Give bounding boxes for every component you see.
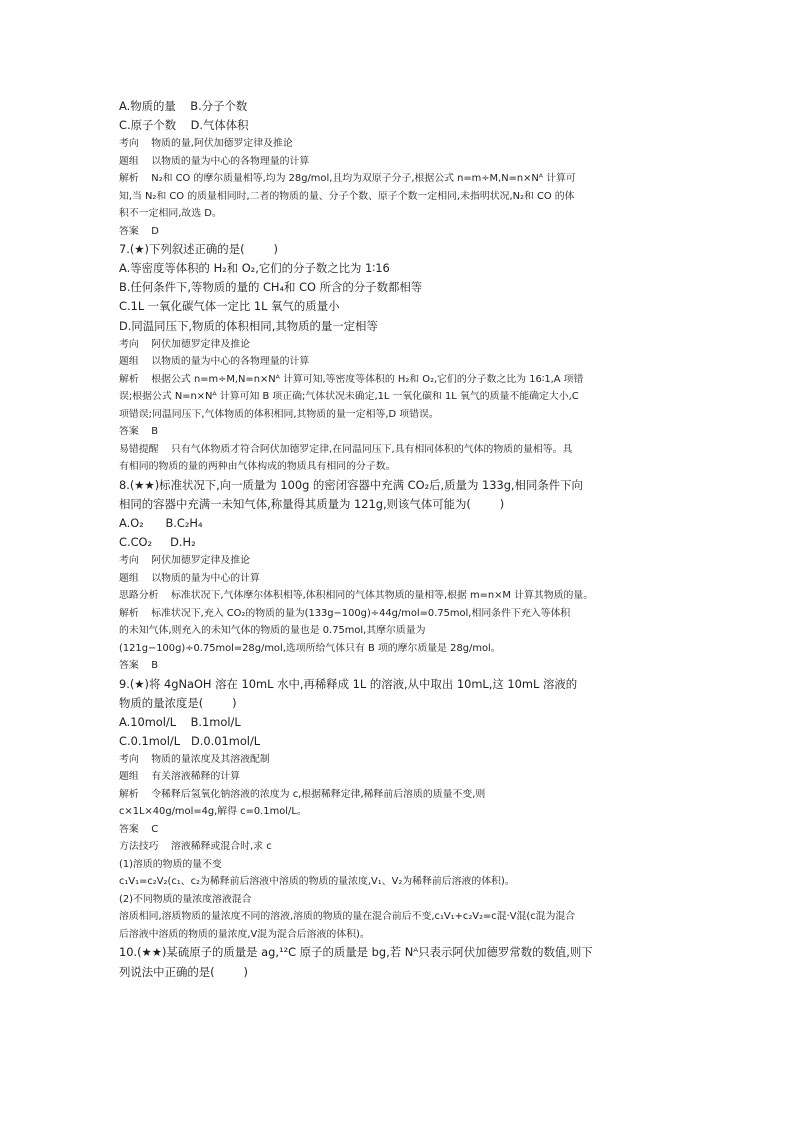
text-line: A.等密度等体积的 H₂和 O₂,它们的分子数之比为 1∶16 bbox=[119, 261, 390, 276]
text-line: 题组 以物质的量为中心的计算 bbox=[119, 572, 260, 584]
text-line: D.同温同压下,物质的体积相同,其物质的量一定相等 bbox=[119, 318, 378, 333]
text-line: 溶质相同,溶质物质的量浓度不同的溶液,溶质的物质的量在混合前后不变,c₁V₁+c₂V₂=c混·V混(c混为混合 bbox=[119, 911, 576, 923]
text-line: A.10mol/L B.1mol/L bbox=[119, 714, 241, 729]
text-line: 有相同的物质的量的两种由气体构成的物质具有相同的分子数。 bbox=[119, 461, 396, 473]
text-line: c₁V₁=c₂V₂(c₁、c₂为稀释前后溶液中溶质的物质的量浓度,V₁、V₂为稀释前后溶液的体积)。 bbox=[119, 876, 515, 888]
text-line: 题组 以物质的量为中心的各物理量的计算 bbox=[119, 356, 310, 368]
text-line: 项错误;同温同压下,气体物质的体积相同,其物质的量一定相等,D 项错误。 bbox=[119, 408, 439, 420]
text-line: 考向 物质的量浓度及其溶液配制 bbox=[119, 753, 270, 765]
text-line: 解析 令稀释后氢氧化钠溶液的浓度为 c,根据稀释定律,稀释前后溶质的质量不变,则 bbox=[119, 788, 486, 800]
text-line: 积不一定相同,故选 D。 bbox=[119, 208, 222, 220]
text-line: 10.(★★)某硫原子的质量是 ag,¹²C 原子的质量是 bg,若 Nᴬ只表示阿伏加德罗常数的数值,则下 bbox=[119, 945, 593, 960]
text-line: 方法技巧 溶液稀释或混合时,求 c bbox=[119, 841, 272, 853]
text-line: 8.(★★)标准状况下,向一质量为 100g 的密闭容器中充满 CO₂后,质量为 133g,相同条件下向 bbox=[119, 477, 583, 492]
text-line: 思路分析 标准状况下,气体摩尔体积相等,体积相同的气体其物质的量相等,根据 m=n×M 计算其物质的量。 bbox=[119, 590, 594, 602]
text-line: (121g−100g)÷0.75mol=28g/mol,选项所给气体只有 B 项的摩尔质量是 28g/mol。 bbox=[119, 642, 501, 654]
text-line: 题组 以物质的量为中心的各物理量的计算 bbox=[119, 155, 310, 167]
text-line: 答案 B bbox=[119, 426, 159, 438]
text-line: A.O₂ B.C₂H₄ bbox=[119, 515, 203, 530]
text-line: 解析 根据公式 n=m÷M,N=n×Nᴬ 计算可知,等密度等体积的 H₂和 O₂,它们的分子数之比为 16∶1,A 项错 bbox=[119, 373, 584, 385]
text-line: 列说法中正确的是( ) bbox=[119, 964, 248, 979]
text-line: 7.(★)下列叙述正确的是( ) bbox=[119, 242, 278, 257]
text-line: 易错提醒 只有气体物质才符合阿伏加德罗定律,在同温同压下,具有相同体积的气体的物质的量相等。具 bbox=[119, 443, 573, 455]
text-line: A.物质的量 B.分子个数 bbox=[119, 99, 248, 113]
text-line: 考向 阿伏加德罗定律及推论 bbox=[119, 555, 251, 567]
text-line: 答案 C bbox=[119, 823, 159, 835]
text-line: (2)不同物质的量浓度溶液混合 bbox=[119, 893, 252, 905]
text-line: 误;根据公式 N=n×Nᴬ 计算可知 B 项正确;气体状况未确定,1L 一氧化碳和 1L 氧气的质量不能确定大小,C bbox=[119, 391, 579, 403]
text-line: 解析 标准状况下,充入 CO₂的物质的量为(133g−100g)÷44g/mol=0.75mol,相同条件下充入等体积 bbox=[119, 607, 571, 619]
text-line: C.0.1mol/L D.0.01mol/L bbox=[119, 733, 261, 748]
text-line: C.原子个数 D.气体体积 bbox=[119, 118, 249, 133]
text-line: 题组 有关溶液稀释的计算 bbox=[119, 771, 241, 783]
text-line: 的未知气体,则充入的未知气体的物质的量也是 0.75mol,其摩尔质量为 bbox=[119, 625, 426, 637]
text-line: B.任何条件下,等物质的量的 CH₄和 CO 所含的分子数都相等 bbox=[119, 280, 423, 295]
text-line: 后溶液中溶质的物质的量浓度,V混为混合后溶液的体积)。 bbox=[119, 928, 370, 940]
text-line: 答案 B bbox=[119, 660, 159, 672]
text-line: (1)溶质的物质的量不变 bbox=[119, 858, 222, 870]
text-line: 相同的容器中充满一未知气体,称量得其质量为 121g,则该气体可能为( ) bbox=[119, 496, 505, 511]
text-line: C.1L 一氧化碳气体一定比 1L 氧气的质量小 bbox=[119, 299, 340, 314]
text-line: C.CO₂ D.H₂ bbox=[119, 534, 196, 549]
text-line: 解析 N₂和 CO 的摩尔质量相等,均为 28g/mol,且均为双原子分子,根据公式 n=m÷M,N=n×Nᴬ 计算可 bbox=[119, 173, 576, 185]
text-line: 物质的量浓度是( ) bbox=[119, 695, 237, 710]
text-line: 9.(★)将 4gNaOH 溶在 10mL 水中,再稀释成 1L 的溶液,从中取出 10mL,这 10mL 溶液的 bbox=[119, 676, 578, 691]
text-line: 知,当 N₂和 CO 的质量相同时,二者的物质的量、分子个数、原子个数一定相同,未指明状况,N₂和 CO 的体 bbox=[119, 190, 575, 202]
text-line: 答案 D bbox=[119, 225, 159, 237]
text-line: 考向 物质的量,阿伏加德罗定律及推论 bbox=[119, 138, 293, 150]
document-page bbox=[119, 97, 679, 982]
text-line: 考向 阿伏加德罗定律及推论 bbox=[119, 338, 251, 350]
text-line: c×1L×40g/mol=4g,解得 c=0.1mol/L。 bbox=[119, 806, 307, 818]
